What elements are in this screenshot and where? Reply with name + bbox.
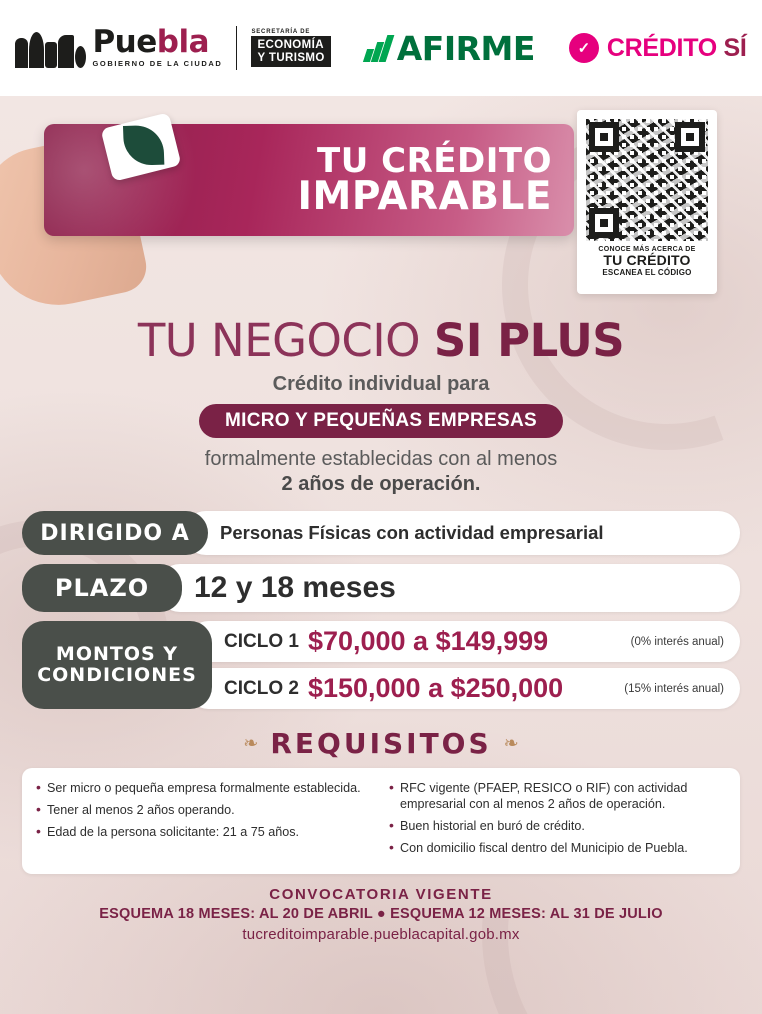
logo-credito-si: [569, 33, 747, 63]
website-url[interactable]: tucreditoimparable.pueblacapital.gob.mx: [242, 926, 520, 944]
page-title-thin: TU NEGOCIO: [137, 314, 434, 367]
ciclo-1-row: [188, 621, 740, 662]
page-title-bold: SI PLUS: [433, 314, 625, 367]
hero-section: [0, 96, 762, 306]
target-pill: MICRO Y PEQUEÑAS EMPRESAS: [199, 404, 563, 438]
row-plazo: [22, 564, 740, 612]
list-item: • Buen historial en buró de crédito.: [389, 818, 726, 834]
convocatoria-label: CONVOCATORIA VIGENTE: [269, 886, 493, 904]
hero-title: [297, 141, 552, 219]
description-line1: formalmente establecidas con al menos: [204, 448, 558, 470]
list-item: • RFC vigente (PFAEP, RESICO o RIF) con actividad empresarial con al menos 2 años de operación.: [389, 780, 726, 812]
convocatoria-dates: [22, 906, 740, 922]
puebla-word-accent: bla: [156, 23, 210, 60]
dates-left: ESQUEMA 18 MESES: AL 20 DE ABRIL: [99, 906, 373, 923]
row-label-montos: [22, 621, 212, 709]
qr-code-image[interactable]: [586, 119, 708, 241]
qr-code-block[interactable]: [577, 110, 717, 294]
list-item: • Con domicilio fiscal dentro del Municipio de Puebla.: [389, 840, 726, 856]
ciclo-1-interest: (0% interés anual): [630, 635, 724, 648]
credito-si-wordmark: CRÉDITO SÍ: [606, 33, 747, 62]
row-label-plazo: PLAZO: [22, 564, 182, 612]
requisitos-column-left: [36, 780, 373, 862]
footer: [22, 886, 740, 951]
logo-puebla: [15, 23, 330, 70]
divider: [236, 26, 237, 70]
row-label-dirigido: DIRIGIDO A: [22, 511, 208, 555]
montos-values: [188, 621, 740, 709]
requisitos-column-right: [389, 780, 726, 862]
leaf-icon: [123, 125, 164, 166]
ciclo-2-interest: (15% interés anual): [624, 682, 724, 695]
row-montos-condiciones: [22, 621, 740, 709]
afirme-wordmark: AFIRME: [396, 28, 535, 68]
hero-title-line1: TU CRÉDITO: [317, 141, 552, 182]
secretaria-economia-block: [251, 29, 330, 67]
qr-caption-line1: CONOCE MÁS ACERCA DE: [598, 246, 696, 253]
puebla-wordmark: [92, 23, 223, 69]
puebla-subtitle: GOBIERNO DE LA CIUDAD: [92, 59, 223, 69]
list-item: • Ser micro o pequeña empresa formalmente establecida.: [36, 780, 373, 796]
row-label-montos-line1: MONTOS Y: [55, 643, 179, 666]
puebla-word: Puebla: [92, 23, 210, 60]
check-badge-icon: ✓: [569, 33, 599, 63]
list-item: • Edad de la persona solicitante: 21 a 75 años.: [36, 824, 373, 840]
page-subtitle: Crédito individual para: [272, 373, 490, 395]
description-line2: 2 años de operación.: [281, 473, 481, 495]
row-value-plazo: 12 y 18 meses: [158, 564, 740, 612]
requisitos-card: [22, 768, 740, 874]
row-value-dirigido: Personas Físicas con actividad empresarial: [184, 511, 740, 555]
ciclo-2-amount: $150,000 a $250,000: [307, 673, 564, 703]
puebla-figures-icon: [15, 28, 86, 68]
requisitos-title: REQUISITOS: [270, 727, 492, 760]
ciclo-1-label: CICLO 1: [224, 630, 299, 652]
page-description: [22, 447, 740, 497]
logo-afirme: [365, 29, 535, 68]
qr-caption: [598, 246, 695, 277]
row-label-montos-line2: CONDICIONES: [37, 664, 197, 686]
requisitos-heading: [22, 727, 740, 760]
qr-caption-line2: TU CRÉDITO: [603, 252, 691, 268]
ornament-right-icon: ❧: [503, 733, 519, 753]
row-dirigido-a: [22, 511, 740, 555]
ornament-left-icon: ❧: [243, 733, 259, 753]
ciclo-1-amount: $70,000 a $149,999: [307, 626, 549, 656]
secretaria-main-label: ECONOMÍA Y TURISMO: [251, 36, 330, 67]
info-rows: [22, 511, 740, 709]
secretaria-top-label: SECRETARÍA DE: [251, 28, 311, 35]
afirme-chevron-icon: [365, 35, 390, 62]
main-content: [0, 314, 762, 951]
qr-caption-line3: ESCANEA EL CÓDIGO: [602, 267, 692, 277]
dates-right: ESQUEMA 12 MESES: AL 31 DE JULIO: [390, 906, 663, 923]
hero-title-line2: IMPARABLE: [297, 173, 552, 219]
ciclo-2-label: CICLO 2: [224, 677, 299, 699]
page-title: [22, 314, 740, 367]
dates-separator-icon: ●: [376, 906, 386, 923]
logo-header: [0, 0, 762, 96]
ciclo-2-row: [188, 668, 740, 709]
list-item: • Tener al menos 2 años operando.: [36, 802, 373, 818]
